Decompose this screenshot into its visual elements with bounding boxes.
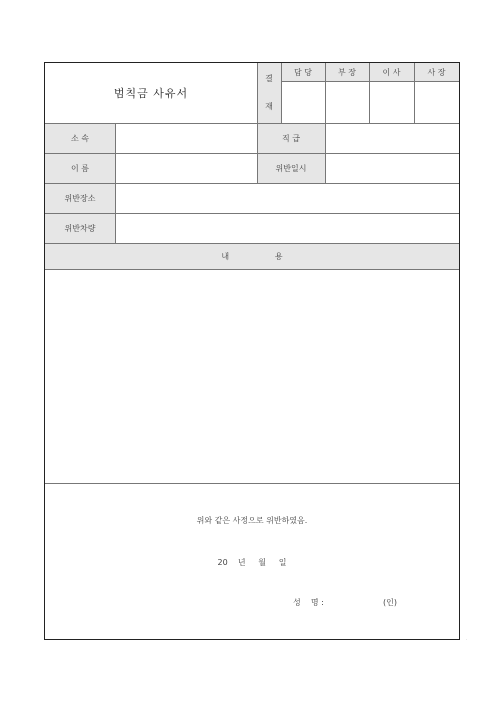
- violation-statement-form: [44, 62, 460, 640]
- approval-col-staff: 담 당: [294, 67, 312, 77]
- affiliation-field[interactable]: [115, 123, 257, 153]
- approval-sign-box-staff[interactable]: [281, 81, 325, 123]
- violation-vehicle-field[interactable]: [115, 213, 459, 243]
- statement-text: 위와 같은 사정으로 위반하였음.: [196, 515, 308, 525]
- approval-col-manager: 부 장: [338, 67, 356, 77]
- name-field[interactable]: [115, 153, 257, 183]
- approval-label-top: 결: [265, 73, 273, 83]
- signature-seal: (인): [383, 598, 397, 607]
- violation-vehicle-label: 위반차량: [64, 223, 96, 233]
- violation-place-label: 위반장소: [64, 193, 96, 203]
- name-label: 이 름: [71, 163, 89, 173]
- approval-col-director: 이 사: [382, 67, 401, 77]
- signature-label: 성 명 :: [293, 598, 324, 607]
- position-field[interactable]: [325, 123, 459, 153]
- corner-mark: .: [466, 636, 468, 641]
- approval-sign-box-manager[interactable]: [325, 81, 369, 123]
- violation-place-field[interactable]: [115, 183, 459, 213]
- approval-label-bottom: 재: [265, 101, 273, 111]
- approval-sign-box-director[interactable]: [369, 81, 414, 123]
- approval-col-president: 사 장: [427, 67, 446, 77]
- violation-datetime-label: 위반일시: [275, 163, 307, 173]
- affiliation-label: 소 속: [71, 133, 89, 143]
- content-header: 내 용: [221, 251, 283, 261]
- date-line: 20 년 월 일: [217, 557, 287, 567]
- content-area[interactable]: [45, 269, 459, 483]
- approval-sign-box-president[interactable]: [414, 81, 459, 123]
- violation-datetime-field[interactable]: [325, 153, 459, 183]
- form-title: 범칙금 사유서: [113, 87, 189, 100]
- position-label: 직 급: [282, 133, 300, 143]
